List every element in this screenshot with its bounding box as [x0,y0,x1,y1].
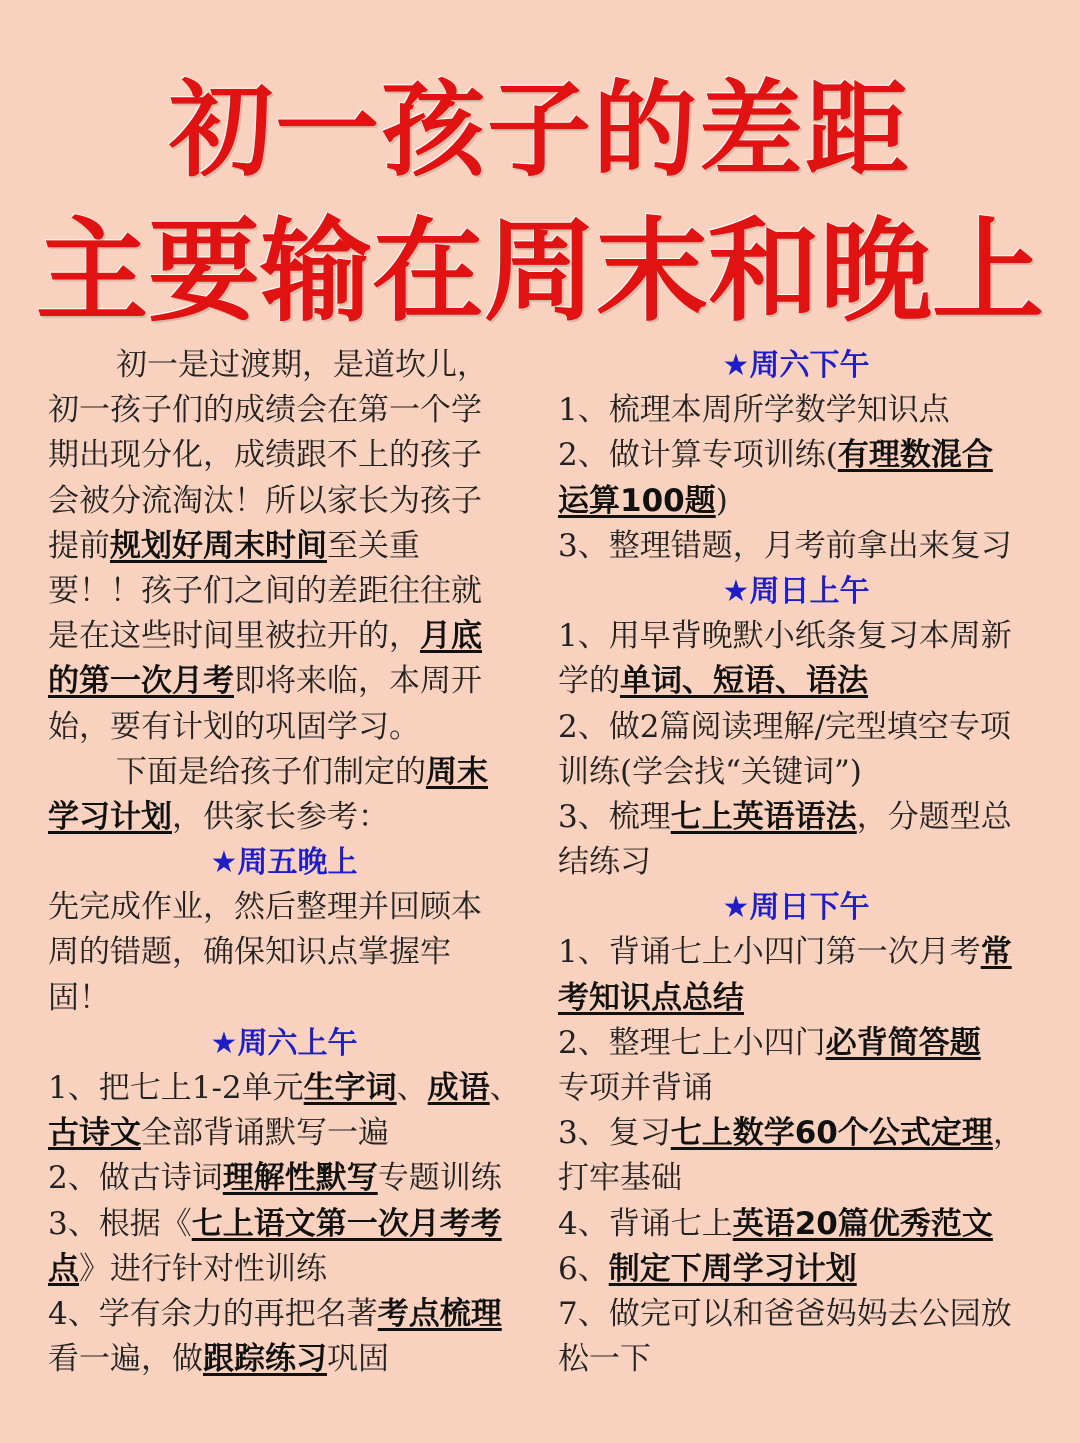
sunday-morning-item: 1、用早背晚默小纸条复习本周新 [558,618,1012,655]
intro-line: 初一孩子们的成绩会在第一个学 [48,392,482,429]
item-text: ，分题型总 [856,798,1012,835]
item-text: 4、学有余力的再把名著 [48,1295,378,1332]
sunday-afternoon-item [558,1247,1034,1292]
intro-text: 即将来临，本周开 [234,663,482,700]
intro-text: ，供家长参考： [172,798,389,835]
saturday-afternoon-item: 1、梳理本周所学数学知识点 [558,392,950,429]
saturday-afternoon-item: 3、整理错题，月考前拿出来复习 [558,527,1012,564]
highlight-classical-poems: 古诗文 [48,1115,141,1152]
intro-line [48,659,520,704]
highlight-chinese-exam-points: 七上语文第一次月考考 [191,1205,502,1242]
highlight-idioms: 成语 [427,1070,490,1106]
item-text: 1、背诵七上小四门第一次月考 [558,934,981,971]
highlight-weekend: 周末 [426,753,488,790]
highlight-weekend-plan: 规划好周末时间 [110,527,327,564]
highlight-math-formulas: 七上数学60个公式定理 [670,1115,993,1152]
intro-line [48,795,520,840]
highlight-follow-up-practice: 跟踪练习 [203,1341,327,1378]
heading-saturday-afternoon: ★周六下午 [722,348,870,383]
highlight-first-exam: 的第一次月考 [48,663,234,700]
intro-text: 提前 [48,527,110,564]
item-text: 、 [489,1070,521,1106]
highlight-common-knowledge: 常 [980,934,1012,971]
item-text: 1、把七上1-2单元 [48,1070,304,1106]
highlight-common-knowledge: 考知识点总结 [558,979,744,1016]
sunday-morning-item [558,659,1034,704]
saturday-morning-item [48,1156,520,1201]
intro-text: 是在这些时间里被拉开的， [48,618,420,655]
friday-line: 固！ [48,979,110,1016]
sunday-afternoon-item [558,976,1034,1021]
item-text: 专题训练 [377,1160,502,1197]
intro-line: 会被分流淘汰！所以家长为孩子 [48,482,482,519]
highlight-vocab: 生字词 [303,1070,397,1106]
highlight-100-problems: 运算100题 [558,482,716,519]
intro-line: 初一是过渡期，是道坎儿， [116,347,488,383]
friday-line: 周的错题，确保知识点掌握牢 [48,934,451,971]
intro-line [48,614,520,659]
item-text: 、 [396,1070,428,1106]
highlight-words-phrases-grammar: 单词、短语、语法 [620,663,868,700]
item-text: 2、做古诗词 [48,1160,223,1197]
sunday-morning-item: 2、做2篇阅读理解/完型填空专项 [558,708,1011,745]
intro-line [48,750,520,795]
intro-line: 期出现分化，成绩跟不上的孩子 [48,437,482,474]
saturday-morning-item [48,1337,520,1382]
saturday-morning-item [48,1202,520,1247]
title-line-2: 主要输在周末和晚上 [36,207,1044,337]
item-text: 看一遍，做 [48,1341,203,1378]
intro-line: 始，要有计划的巩固学习。 [48,708,420,745]
sunday-afternoon-item: 7、做完可以和爸爸妈妈去公园放 [558,1295,1012,1332]
saturday-morning-item [48,1292,520,1337]
highlight-short-answers: 必背简答题 [825,1024,981,1061]
sunday-morning-item [558,795,1034,840]
highlight-study-plan: 学习计划 [48,798,172,835]
highlight-english-essays: 英语20篇优秀范文 [732,1205,993,1242]
item-text: 3、根据《 [48,1205,192,1242]
highlight-dictation: 理解性默写 [222,1160,378,1197]
sunday-afternoon-item: 松一下 [558,1341,651,1378]
sunday-afternoon-item: 专项并背诵 [558,1070,713,1106]
sunday-afternoon-item [558,930,1034,975]
intro-text: 至关重 [327,527,420,564]
intro-line: 要！！孩子们之间的差距往往就 [48,572,482,609]
friday-line: 先完成作业，然后整理并回顾本 [48,889,482,926]
highlight-chinese-exam-points: 点 [48,1250,79,1287]
saturday-afternoon-item [558,479,1034,524]
intro-line [48,524,520,569]
saturday-morning-item [48,1066,520,1111]
highlight-month-end: 月底 [420,618,482,655]
sunday-afternoon-item [558,1021,1034,1066]
item-text: 2、做计算专项训练( [558,437,838,474]
sunday-afternoon-item: 打牢基础 [558,1160,682,1197]
heading-sunday-morning: ★周日上午 [722,573,870,609]
item-text: 学的 [558,663,620,700]
heading-saturday-morning: ★周六上午 [210,1025,358,1061]
highlight-english-grammar: 七上英语语法 [670,798,857,835]
highlight-rational-numbers: 有理数混合 [837,437,993,474]
item-text: 巩固 [327,1341,389,1378]
item-text: 6、 [558,1250,609,1287]
right-column [558,343,1034,1382]
saturday-morning-item [48,1247,520,1292]
left-column [48,343,520,1382]
saturday-afternoon-item [558,433,1034,478]
item-text: 4、背诵七上 [558,1205,733,1242]
saturday-morning-item [48,1111,520,1156]
sunday-morning-item: 训练(学会找“关键词”) [558,753,862,790]
heading-sunday-afternoon: ★周日下午 [722,890,870,926]
intro-text: 下面是给孩子们制定的 [116,753,426,790]
highlight-key-points: 考点梳理 [377,1295,502,1332]
item-text: 》进行针对性训练 [79,1250,327,1287]
item-text: ， [992,1115,1024,1152]
item-text: 3、复习 [558,1115,671,1152]
sunday-afternoon-item [558,1202,1034,1247]
item-text: ) [715,482,728,519]
item-text: 2、整理七上小四门 [558,1024,826,1061]
item-text: 全部背诵默写一遍 [141,1115,389,1152]
sunday-afternoon-item [558,1111,1034,1156]
highlight-next-week-plan: 制定下周学习计划 [608,1250,857,1287]
item-text: 3、梳理 [558,798,671,835]
heading-friday-evening: ★周五晚上 [210,845,358,881]
sunday-morning-item: 结练习 [558,844,651,881]
title-line-1: 初一孩子的差距 [168,69,911,191]
